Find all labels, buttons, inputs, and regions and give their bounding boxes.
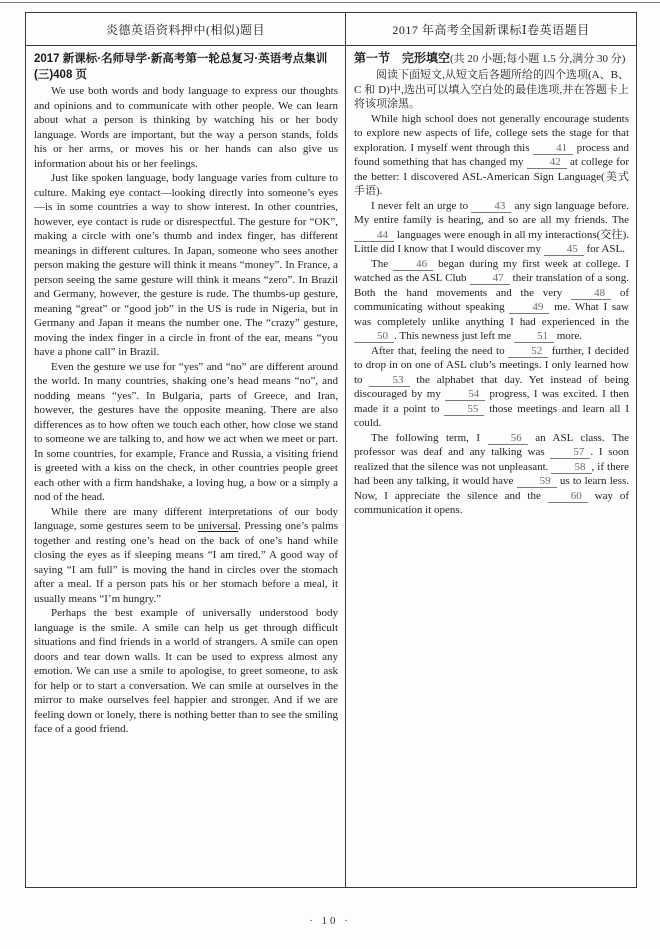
passage-text: the alphabet that day. Yet instead of being discouraged by my	[354, 373, 629, 400]
passage-paragraph	[34, 505, 338, 607]
cloze-blank: 57	[550, 446, 590, 459]
table-body-row	[26, 46, 636, 887]
passage-text: further, I decided to drop in on one of ASL club’s meetings. I only learned how to	[354, 344, 629, 386]
cloze-blank: 53	[369, 374, 409, 387]
section-label: 第一节 完形填空	[354, 51, 451, 65]
cloze-blank: 52	[508, 345, 548, 358]
passage-text: of communicating without speaking	[354, 286, 629, 313]
passage-paragraph	[34, 360, 338, 505]
cloze-blank: 44	[354, 229, 394, 242]
cloze-blank: 42	[527, 156, 567, 169]
passage-paragraph	[354, 344, 629, 431]
passage-text: While there are many different interpretations of our body language, some gestures seem to be	[34, 505, 338, 532]
passage-text: their translation of a song. Both the hand movements and the very	[354, 272, 629, 299]
passage-text: 阅读下面短文,从短文后各题所给的四个选项(A、B、C 和 D)中,选出可以填入空白处的最佳选项,并在答题卡上将该项涂黑。	[354, 69, 629, 110]
passage-text: . This newness just left me	[394, 330, 514, 342]
header-cell-exam-title: 2017 年高考全国新课标Ⅰ卷英语题目	[392, 22, 590, 37]
passage-paragraph	[354, 199, 629, 257]
passage-paragraph	[354, 431, 629, 518]
passage-paragraph	[354, 112, 629, 199]
passage-text: After that, feeling the need to	[371, 344, 509, 357]
left-passage-cell	[26, 46, 346, 887]
passage-text: process and found something that has changed my	[354, 141, 629, 168]
passage-text: progress, I was excited. I then made it a point to	[354, 388, 629, 415]
passage-text: , if there had been any talking, it would have	[354, 460, 630, 487]
cloze-blank: 49	[509, 301, 549, 314]
cloze-blank: 51	[514, 330, 554, 343]
cloze-blank: 59	[517, 475, 557, 488]
passage-text: us to learn less. Now, I appreciate the silence and the	[354, 475, 629, 502]
cloze-blank: 50	[354, 330, 394, 343]
cloze-blank: 54	[445, 388, 485, 401]
cloze-blank: 41	[533, 142, 573, 155]
header-cell-similar-title: 炎德英语资料押中(相似)题目	[26, 13, 346, 45]
passage-paragraph	[354, 257, 629, 344]
right-cloze-cell	[346, 46, 636, 887]
passage-text: We use both words and body language to express our thoughts and opinions and to communicate with other people. We can learn about what a person is thinking by watching his or her body language. Words are important, but the way a person stands, folds his or her arms, or moves his or her hands can also give us information about his or her feelings.	[34, 85, 338, 170]
cloze-passage	[354, 68, 629, 518]
instructions-paragraph	[354, 68, 629, 112]
cloze-blank: 46	[393, 258, 433, 271]
passage-text: . I soon realized that the silence was not unpleasant.	[354, 446, 629, 473]
page-top-rule	[0, 2, 660, 3]
cloze-blank: 43	[471, 200, 511, 213]
source-title: 2017 新课标·名师导学·新高考第一轮总复习·英语考点集训(三)408 页	[34, 53, 328, 81]
cloze-blank: 60	[548, 490, 588, 503]
passage-text: began during my first week at college. I watched as the ASL Club	[354, 257, 629, 284]
underlined-word: universal	[197, 520, 239, 532]
passage-text: Just like spoken language, body language varies from culture to culture. Making eye contact—looking directly into someone’s eyes—is in some countries a way to show interest. In other countries, however, eye contact is rude or disrespectful. The gesture for “OK”, making a circle with one’s thumb and index finger, has different meanings in different cultures. In Japan, someone who sees another person making the gesture will think it means “money”. In France, a person seeing the same gesture will think it means “zero”. In Brazil and Germany, however, the gesture is rude. The thumbs-up gesture, meaning “great” or “good job” in the US is rude in Nigeria, but in Germany and Japan it means the number one. The “crazy” gesture, moving the index finger in a circle in front of the ear, means “you have a phone call” in Brazil.	[34, 172, 338, 358]
passage-text: for ASL.	[583, 243, 626, 255]
left-passage	[34, 84, 338, 737]
passage-text: any sign language before. My entire family is hearing, and so are all my friends. The	[354, 199, 629, 226]
table-header-row	[26, 13, 636, 46]
passage-text: those meetings and learn all I could.	[354, 402, 629, 429]
section-heading	[354, 51, 629, 67]
cloze-blank: 58	[551, 461, 591, 474]
passage-text: . Pressing one’s palms together and resting one’s head on the back of one’s hand while closing the eyes as if sleeping means “I am tired.” A good way of saying “I am full” is moving the hand in circles over the stomach after a meal. If a person pats his or her stomach before a meal, it usually means “I’m hungry.”	[34, 520, 338, 605]
passage-text: more.	[553, 330, 583, 342]
cloze-blank: 56	[488, 432, 528, 445]
passage-text: Perhaps the best example of universally understood body language is the smile. A smile can help us get through difficult situations and find friends in a world of strangers. A smile can open doors and tear down walls. It can be used to express almost any emotion. We can use a smile to apologise, to greet someone, to ask for help or to start a conversation. We can smile at ourselves in the mirror to make ourselves feel happier and stronger. And if we are feeling down or lonely, there is nothing better than to see the smiling face of a good friend.	[34, 607, 338, 735]
passage-text: way of communication it opens.	[354, 489, 629, 516]
page-number: · 10 ·	[309, 915, 351, 927]
passage-text: me. What I saw was completely unlike anything I had experienced in the	[354, 301, 629, 328]
cloze-blank: 48	[571, 287, 611, 300]
passage-text: While high school does not generally encourage students to explore new aspects of life, college sets the stage for that exploration. I myself went through this	[354, 112, 629, 154]
comparison-table	[25, 12, 637, 888]
passage-paragraph	[34, 84, 338, 171]
cloze-blank: 47	[470, 272, 510, 285]
cloze-blank: 45	[544, 243, 584, 256]
passage-text: The following term, I	[371, 431, 488, 444]
passage-text: languages were enough in all my interactions(交往). Little did I know that I would discover my	[354, 228, 629, 255]
passage-text: Even the gesture we use for “yes” and “no” are different around the world. In many countries, shaking one’s head means “no”, and nodding means “yes”. In Bulgaria, parts of Greece, and Iran, however, the gestures have the opposite meaning. There are also differences as to how often we touch each other, how close we stand to someone we are talking to, and how we act when we meet or part. In some countries, for example, France and Russia, a visiting friend is greeted with a kiss on the check, in other countries people greet each other with a firm handshake, a loving hug, a bow or a simply a nod of the head.	[34, 360, 338, 503]
passage-text: at college for the better: I discovered ASL-American Sign Language(美式手语).	[354, 156, 629, 197]
cloze-blank: 55	[444, 403, 484, 416]
section-note: (共 20 小题;每小题 1.5 分,满分 30 分)	[450, 53, 626, 65]
passage-paragraph	[34, 606, 338, 737]
passage-paragraph	[34, 171, 338, 360]
passage-text: an ASL class. The professor was deaf and any talking was	[354, 431, 630, 458]
passage-text: I never felt an urge to	[371, 199, 472, 212]
passage-text: The	[371, 257, 394, 270]
